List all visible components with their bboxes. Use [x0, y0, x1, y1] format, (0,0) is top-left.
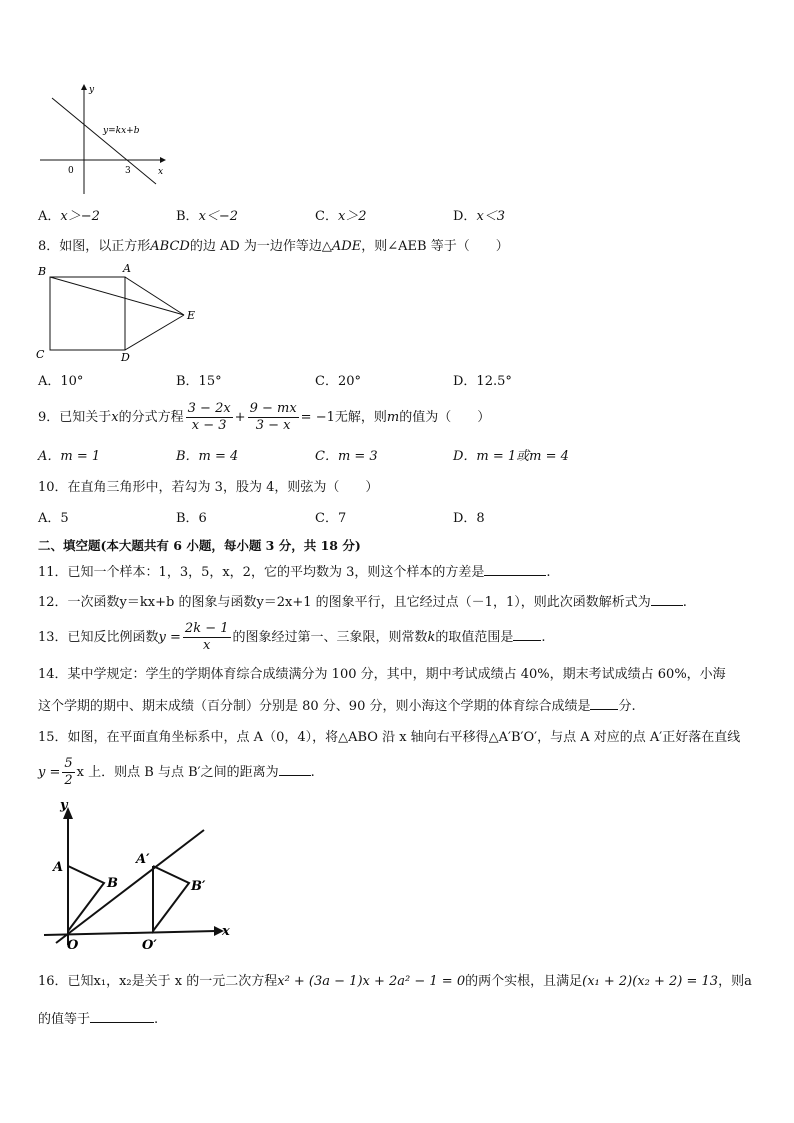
q7-x-arrow — [160, 157, 166, 163]
q13-question: 13．已知反比例函数y = $\frac{2k - 1}{x}$ 的图象经过第一、三象限，则常数k的取值范围是 . — [38, 621, 546, 653]
q13-fraction: $\frac{2k - 1}{x}$ — [184, 621, 229, 653]
q15-label-x: x — [222, 924, 230, 939]
q10-question: 10．在直角三角形中，若勾为 3，股为 4，则弦为（ ） — [38, 480, 379, 495]
q9-option-c: C．m = 3 — [315, 449, 378, 464]
q15-label-o-prime: O′ — [142, 938, 157, 953]
q8-label-a: A — [123, 262, 131, 275]
q15-fraction: $\frac{5}{2}$ — [64, 756, 73, 788]
section-heading: 二、填空题(本大题共有 6 小题，每小题 3 分，共 18 分) — [38, 538, 361, 553]
q7-option-d: D．x＜3 — [453, 209, 506, 224]
q8-segment-de — [125, 315, 184, 350]
q7-option-c: C．x＞2 — [315, 209, 367, 224]
q8-label-b: B — [38, 265, 47, 278]
q15-label-a: A — [53, 860, 64, 875]
q7-line-label: y=kx+b — [103, 126, 140, 136]
q10-option-b: B．6 — [176, 511, 207, 526]
q8-label-e: E — [187, 309, 196, 322]
q8-option-d: D．12.5° — [453, 374, 512, 389]
q15-answer-blank[interactable] — [279, 763, 311, 776]
q14-line-2: 这个学期的期中、期末成绩（百分制）分别是 80 分、90 分，则小海这个学期的体育综合成绩是 分. — [38, 699, 636, 714]
q8-segment-be — [50, 277, 184, 315]
q15-line-1: 15．如图，在平面直角坐标系中，点 A（0，4），将△ABO 沿 x 轴向右平移得△A′B′O′，与点 A 对应的点 A′正好落在直线 — [38, 730, 741, 745]
q7-intercept-label: 3 — [125, 166, 131, 176]
q15-line-2: y = $\frac{5}{2}$ x 上．则点 B 与点 B′之间的距离为 . — [38, 756, 315, 788]
q16-line-2: 的值等于 . — [38, 1012, 159, 1027]
q16-answer-blank[interactable] — [90, 1010, 154, 1023]
q14-line-1: 14．某中学规定：学生的学期体育综合成绩满分为 100 分，其中，期中考试成绩占 40%，期末考试成绩占 60%，小海 — [38, 667, 726, 682]
q9-fraction-1: $\frac{3 - 2x}{x - 3}$ — [187, 401, 231, 433]
q7-origin-label: 0 — [68, 166, 74, 176]
q7-x-label: x — [158, 167, 164, 177]
q8-option-b: B．15° — [176, 374, 222, 389]
q13-answer-blank[interactable] — [513, 628, 541, 641]
q12-question: 12．一次函数y＝kx+b 的图象与函数y＝2x+1 的图象平行，且它经过点（－1，1），则此次函数解析式为 . — [38, 595, 687, 610]
q9-fraction-2: $\frac{9 - mx}{3 - x}$ — [249, 401, 297, 433]
q7-y-label: y — [89, 85, 95, 95]
q9-option-a: A．m = 1 — [38, 449, 101, 464]
q15-line-y-5-2x — [56, 830, 204, 943]
q7-graph — [36, 80, 176, 200]
q15-label-a-prime: A′ — [136, 852, 150, 867]
q15-triangle-a2b2o2 — [153, 866, 189, 931]
q11-question: 11．已知一个样本：1，3，5，x，2，它的平均数为 3，则这个样本的方差是 . — [38, 565, 551, 580]
q9-question: 9．已知关于x的分式方程 $\frac{3 - 2x}{x - 3}$ + $\frac{9 - mx}{3 - x}$ = −1无解，则m的值为（ ） — [38, 401, 491, 433]
q14-answer-blank[interactable] — [590, 697, 618, 710]
q8-option-a: A．10° — [38, 374, 84, 389]
q9-option-b: B．m = 4 — [176, 449, 239, 464]
q8-label-d: D — [121, 351, 130, 364]
q15-label-y: y — [60, 798, 68, 813]
q10-option-c: C．7 — [315, 511, 347, 526]
q8-figure — [34, 260, 214, 368]
q7-option-b: B．x＜−2 — [176, 209, 239, 224]
q8-question: 8．如图，以正方形ABCD的边 AD 为一边作等边△ADE，则∠AEB 等于（ ） — [38, 239, 509, 254]
q15-figure — [38, 795, 238, 955]
q12-answer-blank[interactable] — [651, 593, 683, 606]
q15-label-o: O — [67, 938, 79, 953]
q8-label-c: C — [36, 348, 45, 361]
q11-answer-blank[interactable] — [484, 563, 546, 576]
q9-option-d: D．m = 1或m = 4 — [453, 449, 569, 464]
q8-option-c: C．20° — [315, 374, 361, 389]
q8-segment-ae — [125, 277, 184, 315]
q15-label-b-prime: B′ — [191, 879, 206, 894]
q16-line-1: 16．已知x₁，x₂是关于 x 的一元二次方程x² + (3a − 1)x + 2a² − 1 = 0的两个实根，且满足(x₁ + 2)(x₂ + 2) = 13，则a — [38, 974, 752, 989]
q15-label-b: B — [107, 876, 118, 891]
q10-option-d: D．8 — [453, 511, 485, 526]
q10-option-a: A．5 — [38, 511, 69, 526]
q7-y-arrow — [81, 84, 87, 90]
q7-option-a: A．x＞−2 — [38, 209, 100, 224]
